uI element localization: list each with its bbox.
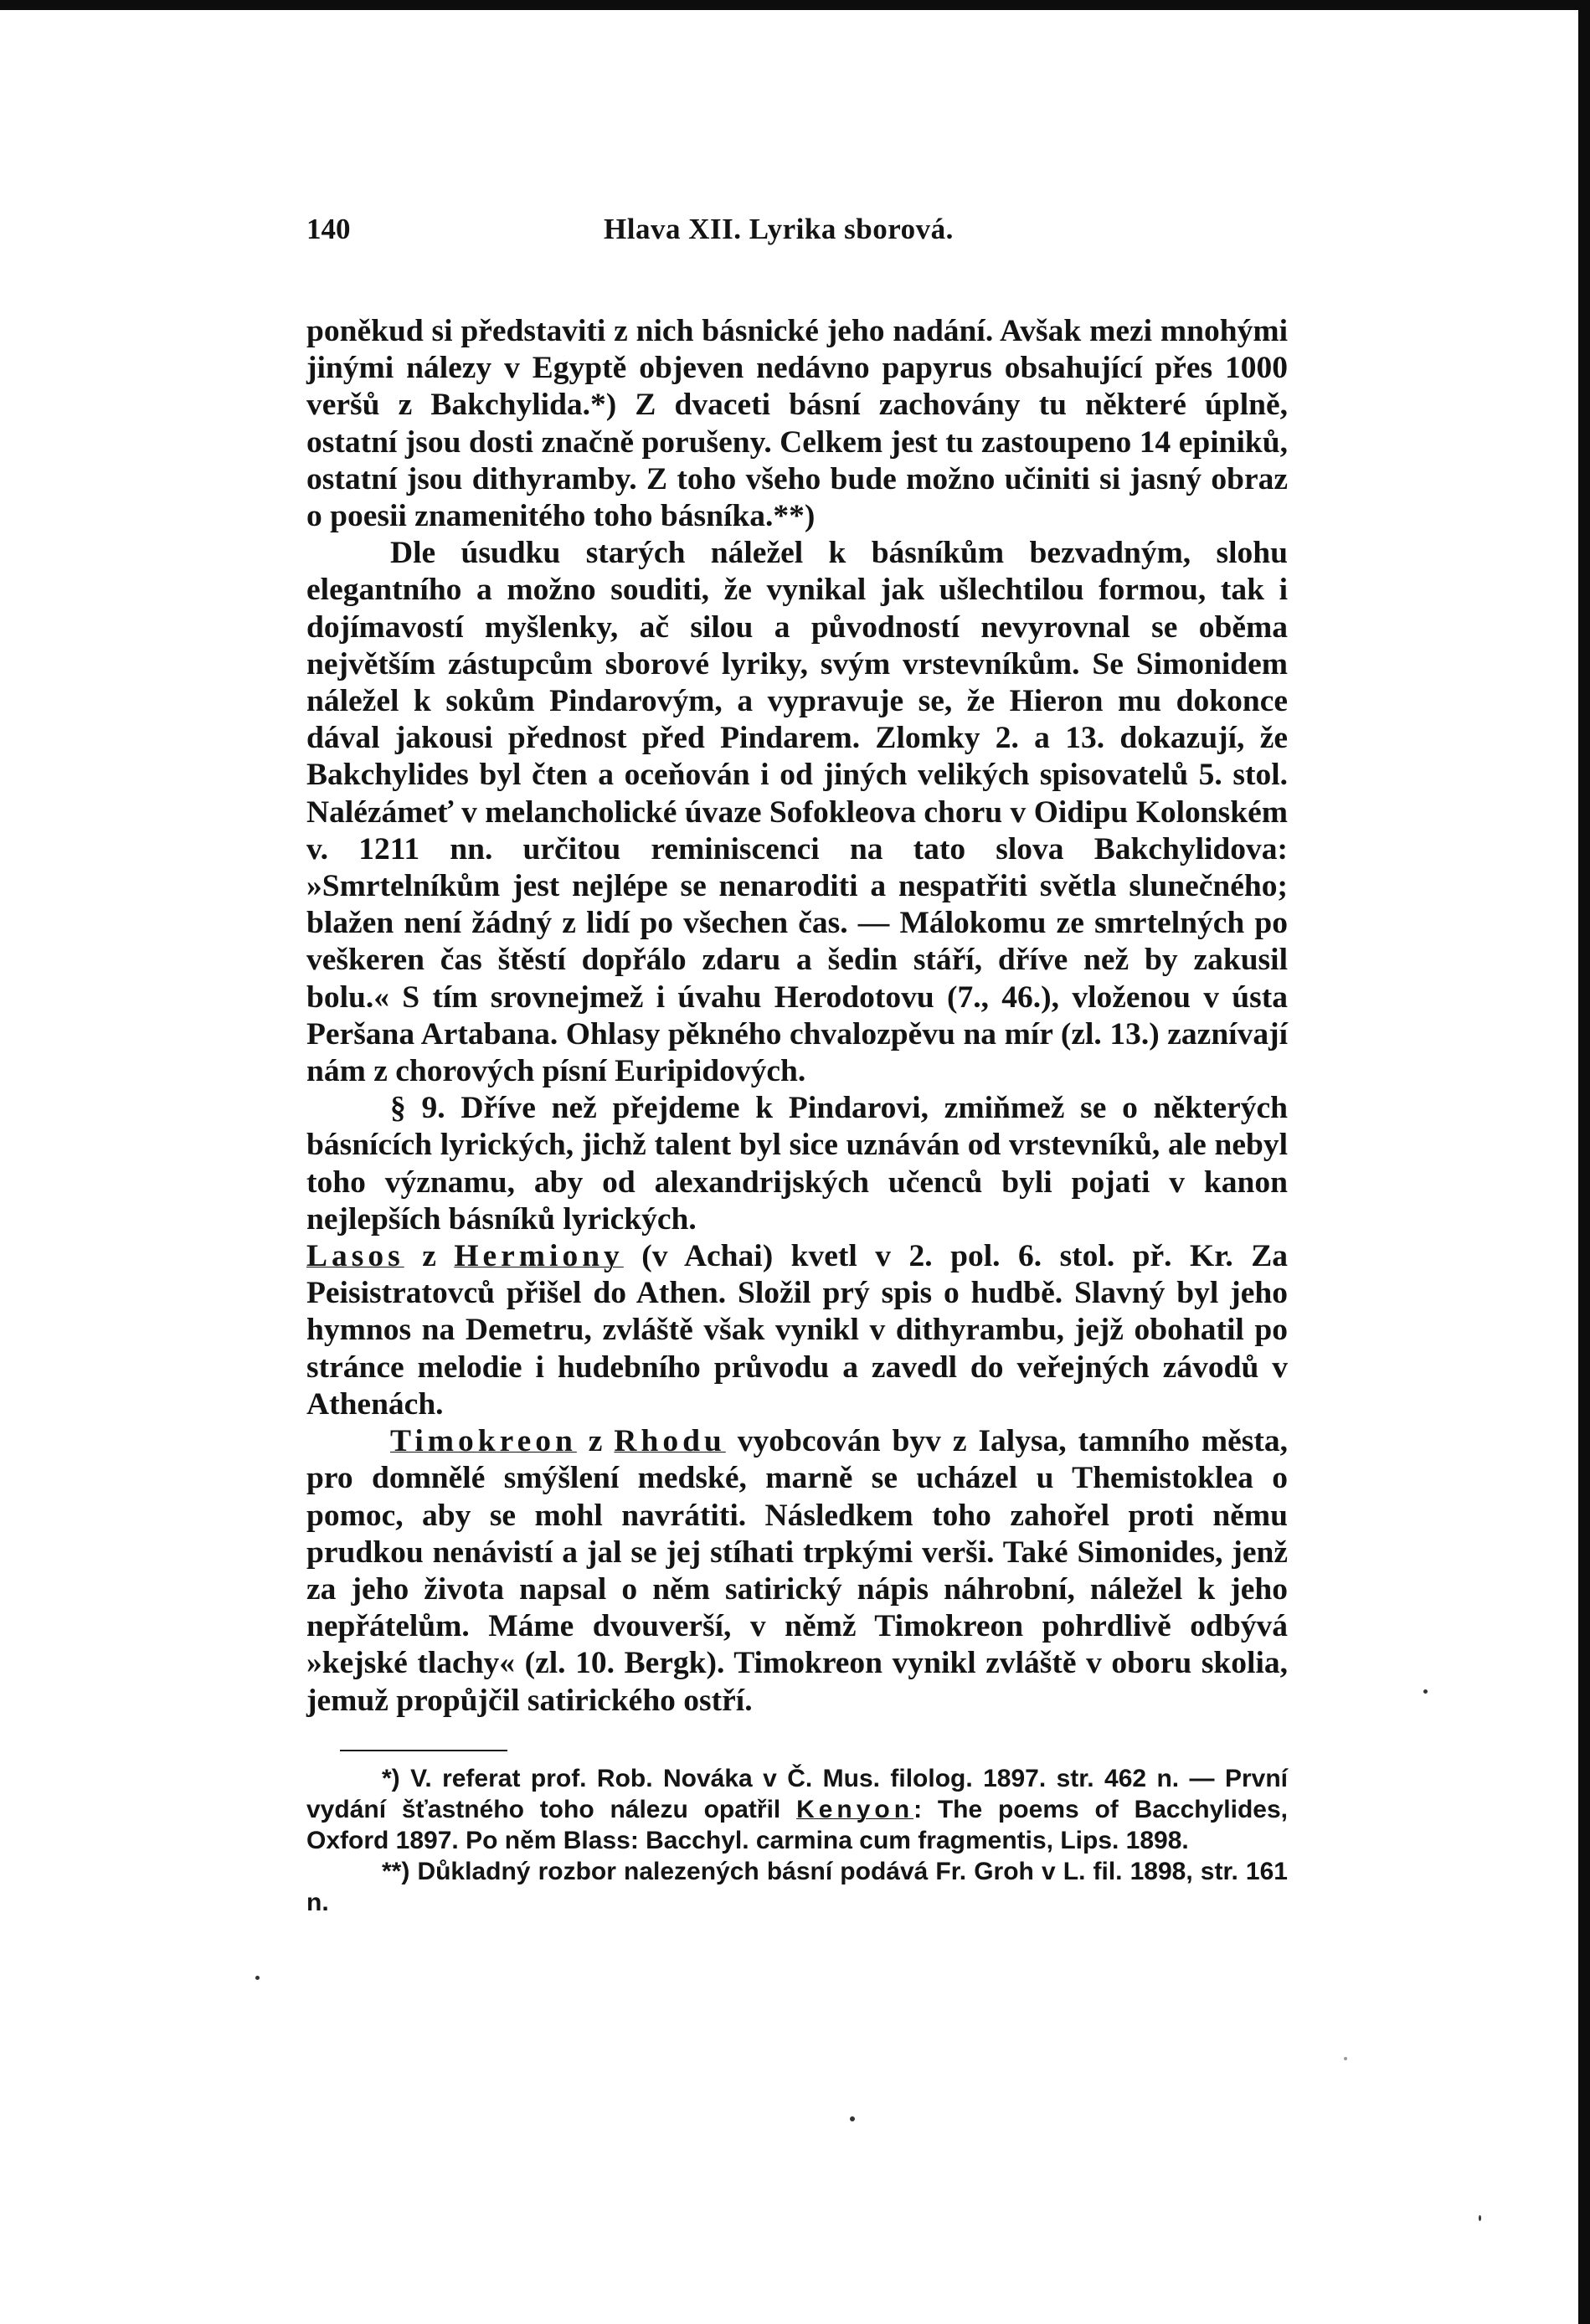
- running-head: [306, 201, 1288, 251]
- footnote-1: [306, 1763, 1288, 1856]
- paragraph-bakchylides-style: Dle úsudku starých náležel k básníkům bezvadným, slohu elegantního a možno souditi, že vynikal jak ušlechtilou formou, tak i dojímavostí myšlenky, ač silou a původností nevyrovnal se oběma největším zástupcům sborové lyriky, svým vrstevníkům. Se Simonidem náležel k sokům Pindarovým, a vypravuje se, že Hieron mu dokonce dával jakousi přednost před Pindarem. Zlomky 2. a 13. dokazují, že Bakchylides byl čten a oceňován i od jiných velikých spisovatelů 5. stol. Nalézámeť v melancholické úvaze Sofokleova choru v Oidipu Kolonském v. 1211 nn. určitou reminiscenci na tato slova Bakchylidova: »Smrtelníkům jest nejlépe se nenaroditi a nespatřiti světla slunečného; blažen není žádný z lidí po všechen čas. — Málokomu ze smrtelných po veškeren čas štěstí dopřálo zdaru a šedin stáří, dříve než by zakusil bolu.« S tím srovnejmež i úvahu Herodotovu (7., 46.), vloženou v ústa Peršana Artabana. Ohlasy pěkného chvalozpěvu na mír (zl. 13.) zaznívají nám z chorových písní Euripidových.: [306, 536, 1288, 1089]
- paragraph-timokreon-text: vyobcován byv z Ialysa, tamního města, pro domnělé smýšlení medské, marně se ucházel u Themistoklea o pomoc, aby se mohl navrátiti. Následkem toho zahořel proti němu prudkou nenávistí a jal se jej stíhati trpkými verši. Také Simonides, jenž za jeho života napsal o něm satirický nápis náhrobní, náležel k jeho nepřátelům. Máme dvouverší, v němž Timokreon pohrdlivě odbývá »kejské tlachy« (zl. 10. Bergk). Timokreon vynikl zvláště v oboru skolia, jemuž propůjčil satirického ostří.: [306, 1424, 1289, 1718]
- scan-speck: [255, 1976, 260, 1980]
- paragraph-timokreon: [306, 1423, 1288, 1720]
- scan-speck: [850, 2116, 855, 2121]
- person-name-kenyon: Kenyon: [796, 1795, 914, 1823]
- person-name-lasos: Lasos: [306, 1239, 404, 1274]
- page-number: 140: [306, 213, 351, 245]
- scan-speck: [1479, 2215, 1481, 2221]
- book-page: [306, 201, 1288, 1918]
- scan-speck: [1344, 2057, 1347, 2060]
- footnote-1-text-cont: : The poems of Bacchylides, Oxford 1897. Po něm Blass: Bacchyl. carmina cum fragmentis, Lips. 1898.: [306, 1795, 1288, 1854]
- footnote-2: **) Důkladný rozbor nalezených básní podává Fr. Groh v L. fil. 1898, str. 161 n.: [306, 1857, 1288, 1916]
- paragraph-bakchylides-papyrus: poněkud si představiti z nich básnické jeho nadání. Avšak mezi mnohými jinými nálezy v Egyptě objeven nedávno papyrus obsahující přes 1000 veršů z Bakchylida.*) Z dvaceti básní zachovány tu některé úplně, ostatní jsou dosti značně porušeny. Celkem jest tu zastoupeno 14 epiniků, ostatní jsou dithyramby. Z toho všeho bude možno učiniti si jasný obraz o poesii znamenitého toho básníka.**): [306, 314, 1288, 534]
- paragraph-lasos: [306, 1238, 1288, 1423]
- footnote-divider: [340, 1750, 507, 1751]
- scan-border-top: [0, 0, 1590, 10]
- chapter-title: Hlava XII. Lyrika sborová.: [604, 213, 954, 245]
- text-fragment: z: [422, 1239, 436, 1274]
- paragraph-lasos-text: (v Achai) kvetl v 2. pol. 6. stol. př. Kr. Za Peisistratovců přišel do Athen. Složil prý spis o hudbě. Slavný byl jeho hymnos na Demetru, zvláště však vynikl v dithyrambu, jejž obohatil po stránce melodie i hudebního průvodu a zavedl do veřejných závodů v Athenách.: [306, 1239, 1289, 1422]
- place-name-hermiony: Hermiony: [454, 1239, 624, 1274]
- place-name-rhodu: Rhodu: [614, 1424, 726, 1459]
- scan-speck: [1423, 1689, 1428, 1694]
- main-text: [306, 313, 1288, 1720]
- person-name-timokreon: Timokreon: [390, 1424, 577, 1459]
- text-fragment: z: [588, 1424, 603, 1459]
- footnotes: [306, 1763, 1288, 1918]
- footnote-1-text: *) V. referat prof. Rob. Nováka v Č. Mus. filolog. 1897. str. 462 n. — První vydání šťastného toho nálezu opatřil: [306, 1764, 1288, 1823]
- scan-border-right: [1578, 0, 1590, 2324]
- paragraph-section-9: § 9. Dříve než přejdeme k Pindarovi, zmiňmež se o některých básnících lyrických, jichž talent byl sice uznáván od vrstevníků, ale nebyl toho významu, aby od alexandrijských učenců byli pojati v kanon nejlepších básníků lyrických.: [306, 1091, 1288, 1237]
